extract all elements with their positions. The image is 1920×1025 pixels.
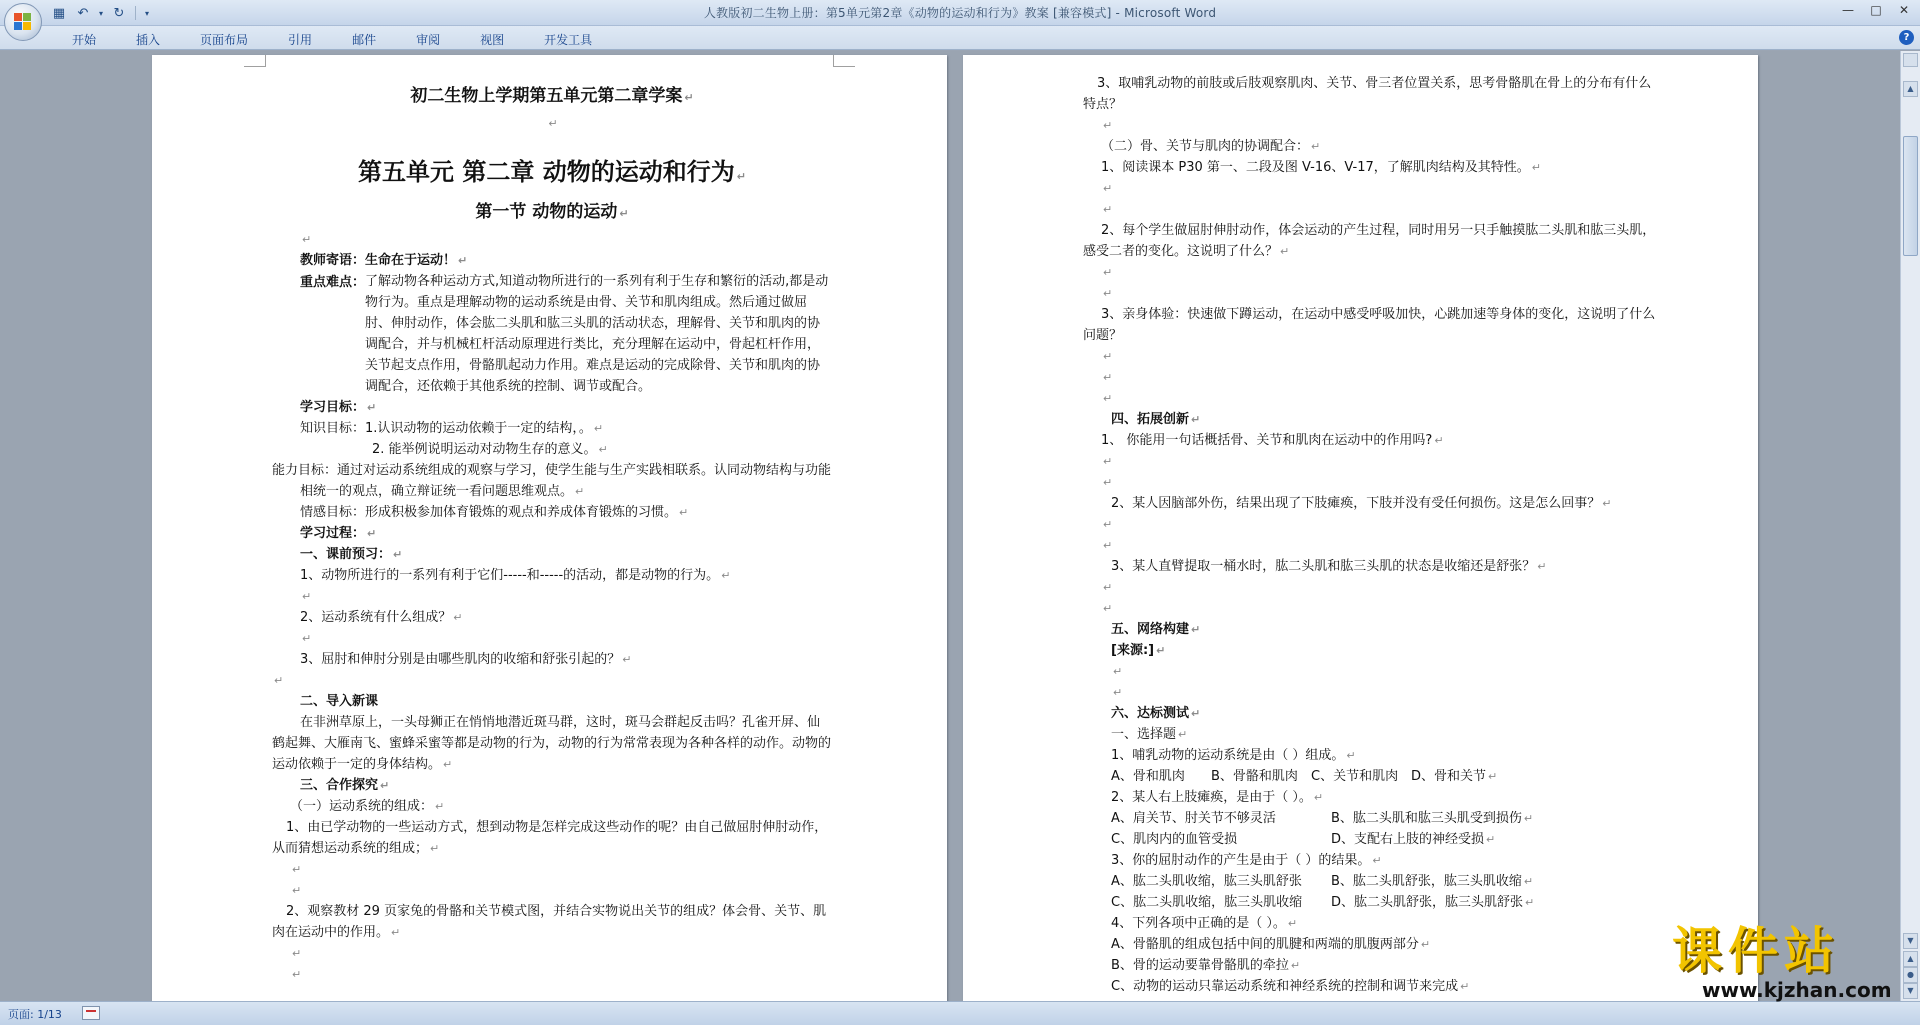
empty-line: ↵ bbox=[1103, 266, 1113, 279]
empty-line: ↵ bbox=[302, 590, 312, 603]
tab-references[interactable]: 引用 bbox=[288, 33, 313, 47]
test-question-4-option-c: C、动物的运动只靠运动系统和神经系统的控制和调节来完成 ↵ bbox=[1111, 979, 1470, 994]
test-question-1: 1、哺乳动物的运动系统是由（ ）组成。 ↵ bbox=[1111, 748, 1356, 763]
intro-paragraph: 在非洲草原上，一头母狮正在悄悄地潜近斑马群，这时，斑马会群起反击吗？孔雀开屏、仙鹤起舞、大雁南飞、蜜蜂采蜜等都是动物的行为，动物的行为常常表现为各种各样的动作。动物的运动依赖于一定的身体结构。 ↵ bbox=[272, 715, 832, 772]
coordination-question-1: 1、阅读课本 P30 第一、二段及图 V-16、V-17，了解肌肉结构及其特性。 ↵ bbox=[1101, 160, 1541, 175]
window-title: 人教版初二生物上册：第5单元第2章《动物的运动和行为》教案 [兼容模式] - Microsoft Word bbox=[703, 6, 1217, 20]
test-heading: 六、达标测试 ↵ bbox=[1111, 706, 1201, 721]
empty-line: ↵ bbox=[1103, 287, 1113, 300]
status-bar bbox=[0, 1001, 1920, 1025]
expand-question-1: 1、 你能用一句话概括骨、关节和肌肉在运动中的作用吗? ↵ bbox=[1101, 433, 1444, 448]
vertical-scrollbar[interactable] bbox=[1900, 51, 1920, 1001]
empty-line: ↵ bbox=[292, 863, 302, 876]
empty-line: ↵ bbox=[1103, 392, 1113, 405]
tab-home[interactable]: 开始 bbox=[72, 33, 97, 47]
empty-line: ↵ bbox=[274, 674, 284, 687]
watermark-logo bbox=[1672, 922, 1907, 1002]
key-points: 重点难点： 了解动物各种运动方式,知道动物所进行的一系列有利于生存和繁衍的活动,都是动物行为。重点是理解动物的运动系统是由骨、关节和肌肉组成。然后通过做屈肘、伸肘动作，体会肱二头肌和肱三头肌的活动状态，理解骨、关节和肌肉的协调配合，并与机械杠杆活动原理进行类比，充分理解在运动中，骨起杠杆作用，关节起支点作用，骨骼肌起动力作用。难点是运动的完成除骨、关节和肌肉的协调配合，还依赖于其他系统的控制、调节或配合。 bbox=[300, 274, 829, 394]
test-question-3: 3、你的屈肘动作的产生是由于（ ）的结果。 ↵ bbox=[1111, 853, 1382, 868]
teacher-message: 教师寄语：生命在于运动！ ↵ bbox=[300, 253, 468, 268]
empty-line: ↵ bbox=[1103, 581, 1113, 594]
empty-line: ↵ bbox=[1103, 602, 1113, 615]
watermark-site-name: 课件站 bbox=[1672, 922, 1840, 980]
test-question-3-options-cd: C、肱二头肌收缩，肱三头肌收缩 D、肱二头肌舒张，肱三头肌舒张 ↵ bbox=[1111, 895, 1535, 910]
emotion-objective: 情感目标：形成积极参加体育锻炼的观点和养成体育锻炼的习惯。 ↵ bbox=[300, 505, 689, 520]
office-logo-icon bbox=[14, 13, 32, 31]
preview-question-1: 1、动物所进行的一系列有利于它们-----和-----的活动，都是动物的行为。 ↵ bbox=[300, 568, 731, 583]
ribbon-tabs-bar bbox=[0, 26, 1920, 50]
empty-line: ↵ bbox=[1103, 182, 1113, 195]
empty-line: ↵ bbox=[1113, 665, 1123, 678]
explore-subheading-1: （一）运动系统的组成： ↵ bbox=[290, 799, 445, 814]
tab-view[interactable]: 视图 bbox=[480, 33, 505, 47]
scroll-down-icon[interactable]: ▼ bbox=[1903, 933, 1918, 949]
preview-heading: 一、课前预习： ↵ bbox=[300, 547, 403, 562]
tab-developer[interactable]: 开发工具 bbox=[544, 33, 593, 47]
empty-line: ↵ bbox=[1103, 350, 1113, 363]
explore-question-3: 3、取哺乳动物的前肢或后肢观察肌肉、关节、骨三者位置关系，思考骨骼肌在骨上的分布有什么特点？ bbox=[1083, 76, 1652, 112]
maximize-icon[interactable]: □ bbox=[1870, 3, 1882, 17]
tab-page-layout[interactable]: 页面布局 bbox=[200, 33, 249, 47]
coordination-question-3: 3、亲身体验：快速做下蹲运动，在运动中感受呼吸加快，心跳加速等身体的变化，这说明了什么问题？ bbox=[1083, 307, 1656, 343]
view-ruler-icon[interactable] bbox=[1903, 53, 1918, 67]
tab-mailings[interactable]: 邮件 bbox=[352, 33, 377, 47]
empty-line: ↵ bbox=[1103, 518, 1113, 531]
test-question-4-option-b: B、骨的运动要靠骨骼肌的牵拉 ↵ bbox=[1111, 958, 1301, 973]
empty-line: ↵ bbox=[1113, 686, 1123, 699]
preview-question-3: 3、屈肘和伸肘分别是由哪些肌肉的收缩和舒张引起的？ ↵ bbox=[300, 652, 632, 667]
knowledge-objective-2: 2. 能举例说明运动对动物生存的意义。 ↵ bbox=[372, 442, 608, 457]
test-question-2-options-cd: C、肌肉内的血管受损 D、支配右上肢的神经受损 ↵ bbox=[1111, 832, 1496, 847]
section-title: 第一节 动物的运动 ↵ bbox=[475, 202, 629, 222]
document-workspace[interactable] bbox=[0, 51, 1900, 1001]
margin-corner-mark bbox=[244, 55, 266, 67]
undo-dropdown-icon[interactable]: ▾ bbox=[98, 8, 103, 18]
minimize-icon[interactable]: — bbox=[1842, 3, 1854, 17]
proofing-icon[interactable] bbox=[82, 1006, 100, 1020]
objectives-label: 学习目标： ↵ bbox=[300, 400, 377, 415]
empty-line: ↵ bbox=[1103, 371, 1113, 384]
unit-title: 第五单元 第二章 动物的运动和行为 ↵ bbox=[358, 158, 746, 186]
empty-line: ↵ bbox=[1103, 455, 1113, 468]
expand-question-2: 2、某人因脑部外伤，结果出现了下肢瘫痪，下肢并没有受任何损伤。这是怎么回事？ ↵ bbox=[1111, 496, 1612, 511]
page-count[interactable]: 页面: 1/13 bbox=[8, 1008, 62, 1021]
test-question-2-options-ab: A、肩关节、肘关节不够灵活 B、肱二头肌和肱三头肌受到损伤 ↵ bbox=[1111, 811, 1534, 826]
save-icon[interactable]: ▦ bbox=[52, 5, 66, 21]
help-icon[interactable]: ? bbox=[1899, 30, 1914, 45]
window-controls bbox=[1834, 0, 1918, 20]
empty-line: ↵ bbox=[302, 233, 312, 246]
select-browse-object-icon[interactable]: ● bbox=[1903, 967, 1918, 983]
explore-subheading-2: （二）骨、关节与肌肉的协调配合： ↵ bbox=[1101, 139, 1321, 154]
tab-review[interactable]: 审阅 bbox=[416, 33, 441, 47]
undo-icon[interactable]: ↶ bbox=[77, 5, 89, 21]
explore-question-2: 2、观察教材 29 页家兔的骨骼和关节模式图，并结合实物说出关节的组成？体会骨、关节、肌肉在运动中的作用。 ↵ bbox=[272, 904, 827, 940]
explore-question-1: 1、由已学动物的一些运动方式，想到动物是怎样完成这些动作的呢？由自己做屈肘伸肘动作，从而猜想运动系统的组成； ↵ bbox=[272, 820, 828, 856]
margin-corner-mark bbox=[833, 55, 855, 67]
expand-question-3: 3、某人直臂提取一桶水时，肱二头肌和肱三头肌的状态是收缩还是舒张？ ↵ bbox=[1111, 559, 1547, 574]
choice-heading: 一、选择题 ↵ bbox=[1111, 727, 1188, 742]
empty-line: ↵ bbox=[1103, 539, 1113, 552]
title-bar bbox=[0, 0, 1920, 26]
test-question-2: 2、某人右上肢瘫痪，是由于（ ）。 ↵ bbox=[1111, 790, 1324, 805]
tab-insert[interactable]: 插入 bbox=[136, 33, 161, 47]
intro-heading: 二、导入新课 bbox=[300, 694, 379, 709]
test-question-4-option-a: A、骨骼肌的组成包括中间的肌腱和两端的肌腹两部分 ↵ bbox=[1111, 937, 1431, 952]
watermark-url: www.kjzhan.com bbox=[1702, 978, 1892, 1002]
test-question-1-options: A、骨和肌肉 B、骨骼和肌肉 C、关节和肌肉 D、骨和关节 ↵ bbox=[1111, 769, 1498, 784]
previous-page-icon[interactable]: ▲ bbox=[1903, 951, 1918, 967]
test-question-3-options-ab: A、肱二头肌收缩，肱三头肌舒张 B、肱二头肌舒张，肱三头肌收缩 ↵ bbox=[1111, 874, 1534, 889]
knowledge-objective-1: 知识目标：1.认识动物的运动依赖于一定的结构，。 ↵ bbox=[300, 421, 604, 436]
network-heading: 五、网络构建 ↵ bbox=[1111, 622, 1201, 637]
coordination-question-2: 2、每个学生做屈肘伸肘动作，体会运动的产生过程，同时用另一只手触摸肱二头肌和肱三头肌，感受二者的变化。这说明了什么？ ↵ bbox=[1083, 223, 1656, 259]
expand-heading: 四、拓展创新 ↵ bbox=[1111, 412, 1201, 427]
next-page-icon[interactable]: ▼ bbox=[1903, 983, 1918, 999]
scroll-up-icon[interactable]: ▲ bbox=[1903, 81, 1918, 97]
scroll-thumb[interactable] bbox=[1903, 136, 1918, 256]
redo-icon[interactable]: ↻ bbox=[113, 5, 125, 21]
empty-line: ↵ bbox=[292, 884, 302, 897]
document-page-left[interactable] bbox=[152, 55, 947, 1001]
empty-line: ↵ bbox=[302, 632, 312, 645]
explore-heading: 三、合作探究 ↵ bbox=[300, 778, 390, 793]
close-icon[interactable]: ✕ bbox=[1898, 3, 1910, 17]
source-label: [来源:] ↵ bbox=[1111, 643, 1166, 658]
doc-title: 初二生物上学期第五单元第二章学案 ↵ bbox=[410, 86, 694, 106]
empty-line: ↵ bbox=[548, 117, 558, 130]
customize-qat-icon[interactable]: ▾ bbox=[144, 8, 149, 18]
process-label: 学习过程： ↵ bbox=[300, 526, 377, 541]
empty-line: ↵ bbox=[292, 968, 302, 981]
document-page-right[interactable] bbox=[963, 55, 1758, 1001]
empty-line: ↵ bbox=[1103, 476, 1113, 489]
preview-question-2: 2、运动系统有什么组成？ ↵ bbox=[300, 610, 463, 625]
test-question-4: 4、下列各项中正确的是（ ）。 ↵ bbox=[1111, 916, 1298, 931]
empty-line: ↵ bbox=[1103, 203, 1113, 216]
empty-line: ↵ bbox=[1103, 119, 1113, 132]
empty-line: ↵ bbox=[292, 947, 302, 960]
office-button[interactable] bbox=[4, 3, 42, 41]
ability-objective: 能力目标：通过对运动系统组成的观察与学习，使学生能与生产实践相联系。认同动物结构与功能相统一的观点，确立辩证统一看问题思维观点。 ↵ bbox=[272, 463, 832, 499]
